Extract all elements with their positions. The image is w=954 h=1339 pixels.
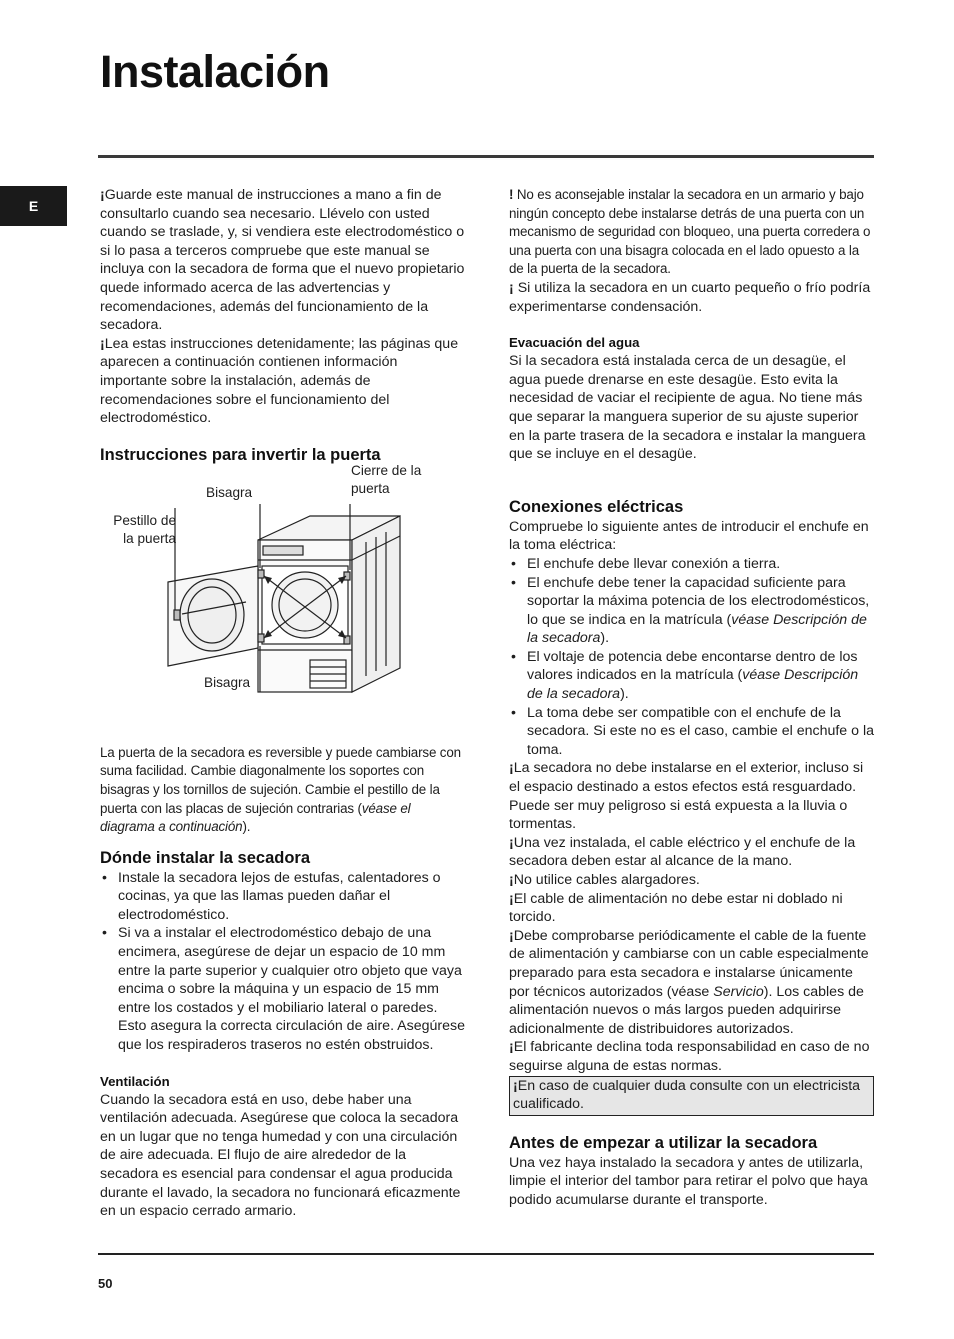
drain-paragraph: Si la secadora está instalada cerca de un desagüe, el agua puede drenarse en este desagüe. Esto evita la necesidad de vaciar el recipiente de agua. No tiene más que separar la manguera superior de su ajuste superior en la parte trasera de la secadora e instalar la manguera que se incluye en el desagüe. — [509, 353, 866, 463]
list-item: • La toma debe ser compatible con el enchufe de la secadora. Si este no es el caso, cambie el enchufe o la toma. — [509, 704, 874, 760]
warning-mark: ¡ — [509, 279, 514, 296]
where-heading: Dónde instalar la secadora — [100, 848, 310, 867]
electrical-intro: Compruebe lo siguiente antes de introducir el enchufe en la toma eléctrica: — [509, 518, 869, 554]
language-label: E — [28, 198, 39, 214]
language-tab — [0, 186, 67, 226]
page-number: 50 — [98, 1276, 113, 1291]
before-use-heading: Antes de empezar a utilizar la secadora — [509, 1133, 818, 1152]
warning-mark: ¡ — [100, 335, 105, 352]
page-title: Instalación — [100, 46, 330, 97]
warning-cable-bent: ¡El cable de alimentación no debe estar ni doblado ni torcido. — [509, 890, 843, 926]
right-column — [509, 186, 874, 1210]
where-list — [100, 869, 465, 1055]
warning-outdoor: ¡La secadora no debe instalarse en el exterior, incluso si el espacio destinado a estos efectos está resguardado. Puede ser muy peligroso si está expuesta a la lluvia o tormentas. — [509, 760, 864, 833]
list-item: • Si va a instalar el electrodoméstico debajo de una encimera, asegúrese de dejar un espacio de 10 mm entre la parte superior y cualquier otro objeto que vaya encima o sobre la máquina y un espacio de 15 mm entre los costados y el mobiliario lateral o paredes. Esto asegura la correcta circulación de aire. Asegúrese que los respiraderos traseros no estén obstruidos. — [100, 924, 465, 1054]
label-hinge-bottom: Bisagra — [204, 674, 251, 690]
list-item: • El voltaje de potencia debe encontarse dentro de los valores indicados en la matrícula (véase Descripción de la secadora). — [509, 648, 874, 704]
note-box-electrician: ¡En caso de cualquier duda consulte con un electricista cualificado. — [509, 1076, 874, 1116]
left-column — [100, 186, 465, 1221]
electrical-list — [509, 555, 874, 760]
electrical-heading: Conexiones eléctricas — [509, 497, 684, 516]
warning-extension: ¡No utilice cables alargadores. — [509, 872, 700, 888]
intro-paragraph-1: ¡Guarde este manual de instrucciones a mano a fin de consultarlo cuando sea necesario. Llévelo con usted cuando se traslade, y, si vendiera este electrodoméstico o si lo pasa a terceros compruebe que este manual se incluya con la secadora de forma que el nuevo propietario quede informado acerca de las advertencias y recomendaciones, además del funcionamiento de la secadora. — [100, 187, 465, 334]
warning-reach: ¡Una vez instalada, el cable eléctrico y el enchufe de la secadora deben estar al alcance de la mano. — [509, 834, 856, 870]
door-paragraph: La puerta de la secadora es reversible y puede cambiarse con suma facilidad. Cambie diagonalmente los soportes con bisagras y los tornillos de sujeción. Cambie el pestillo de la puerta con las placas de sujeción contrarias (véase el diagrama a continuación). — [100, 744, 461, 835]
intro-paragraph-2: ¡Lea estas instrucciones detenidamente; las páginas que aparecen a continuación contienen información importante sobre la instalación, además de recomendaciones sobre el funcionamiento del electrodoméstico. — [100, 335, 459, 427]
list-item: • El enchufe debe tener la capacidad suficiente para soportar la máxima potencia de los electrodomésticos, lo que se indica en la matrícula (véase Descripción de la secadora). — [509, 574, 874, 648]
label-hinge-top: Bisagra — [206, 484, 253, 500]
bottom-divider — [98, 1253, 874, 1255]
before-use-paragraph: Una vez haya instalado la secadora y antes de utilizarla, limpie el interior del tambor para retirar el polvo que haya podido acumularse durante el transporte. — [509, 1154, 868, 1208]
door-diagram — [100, 462, 465, 724]
label-door-latch: Pestillo de la puerta — [113, 512, 176, 546]
list-item: • Instale la secadora lejos de estufas, calentadores o cocinas, ya que las llamas pueden dañar el electrodoméstico. — [100, 869, 465, 925]
ventilation-paragraph: Cuando la secadora está en uso, debe haber una ventilación adecuada. Asegúrese que coloca la secadora en un lugar que no tenga humedad y con una circulación de aire adecuada. El flujo de aire alrededor de la secadora es esencial para condensar el agua producida durante el lavado, la secadora no funcionará eficazmente en un espacio cerrado armario. — [100, 1091, 461, 1220]
warning-mark: ¡ — [100, 187, 105, 203]
warning-condensation: ¡ Si utiliza la secadora en un cuarto pequeño o frío podría experimentarse condensación. — [509, 279, 871, 315]
door-heading: Instrucciones para invertir la puerta — [100, 445, 381, 464]
warning-cabinet: ! No es aconsejable instalar la secadora en un armario y bajo ningún concepto debe instalarse detrás de una puerta con un mecanismo de seguridad con bloqueo, una puerta corredera o una puerta con una bisagra colocada en el lado opuesto a la de la puerta de la secadora. — [509, 187, 871, 277]
warning-mark: ! — [509, 187, 514, 202]
ventilation-heading: Ventilación — [100, 1073, 170, 1089]
dryer-door-illustration — [100, 470, 465, 724]
label-door-closure: Cierre de la puerta — [351, 462, 422, 496]
top-divider — [98, 155, 874, 158]
drain-heading: Evacuación del agua — [509, 335, 640, 351]
warning-cable-check: ¡Debe comprobarse periódicamente el cable de la fuente de alimentación y cambiarse con un cable especialmente preparado para esta secadora e instalarse únicamente por técnicos autorizados (véase Servicio). Los cables de alimentación nuevos o más largos pueden adquirirse adicionalmente de distribuidores autorizados. — [509, 927, 869, 1037]
list-item: • El enchufe debe llevar conexión a tierra. — [509, 555, 874, 574]
warning-liability: ¡El fabricante declina toda responsabilidad en caso de no seguirse alguna de estas normas. — [509, 1039, 870, 1074]
